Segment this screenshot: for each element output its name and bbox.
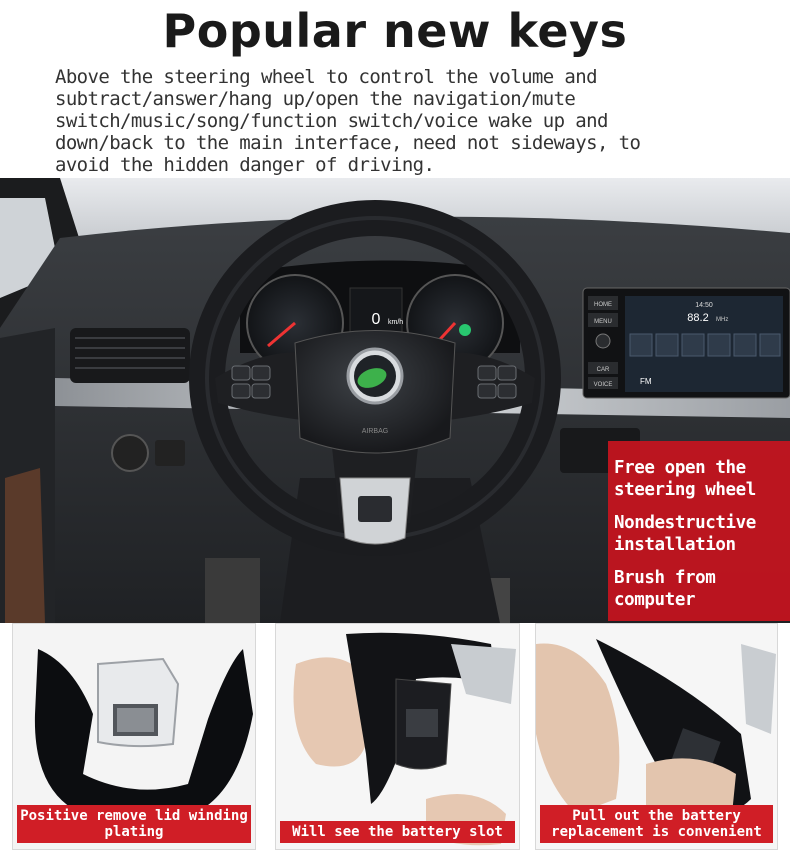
description-line: subtract/answer/hang up/open the navigation/mute xyxy=(55,88,576,110)
step-panel-1 xyxy=(12,623,256,850)
screen-clock: 14:50 xyxy=(695,302,713,309)
battery-slot-illustration xyxy=(276,624,520,850)
feature-item: Brush from computer xyxy=(614,568,716,610)
feature-callout xyxy=(608,441,790,621)
feature-item: Free open the steering wheel xyxy=(614,458,756,500)
car-interior-photo xyxy=(0,178,790,623)
step-panel-2 xyxy=(275,623,520,850)
step-caption: Pull out the battery replacement is convenient xyxy=(540,805,773,843)
speed-unit: km/h xyxy=(388,319,404,326)
menu-key-label: MENU xyxy=(594,319,612,325)
home-key-label: HOME xyxy=(594,302,612,308)
radio-band: FM xyxy=(640,377,652,386)
step-caption: Will see the battery slot xyxy=(280,821,515,843)
step-caption: Positive remove lid winding plating xyxy=(17,805,251,843)
speed-readout: 0 xyxy=(371,311,381,328)
car-key-label: CAR xyxy=(596,367,610,373)
voice-key-label: VOICE xyxy=(593,382,613,388)
airbag-label: AIRBAG xyxy=(361,428,389,435)
step-panel-3 xyxy=(535,623,778,850)
description-line: Above the steering wheel to control the volume and xyxy=(55,66,597,88)
feature-item: Nondestructive installation xyxy=(614,513,756,555)
page-title: Popular new keys xyxy=(162,4,628,58)
description-line: switch/music/song/function switch/voice wake up and xyxy=(55,110,608,132)
description xyxy=(55,66,775,176)
description-line: down/back to the main interface, need not sideways, to xyxy=(55,132,641,154)
radio-frequency: 88.2 xyxy=(687,312,709,324)
radio-unit: MHz xyxy=(716,317,729,323)
description-line: avoid the hidden danger of driving. xyxy=(55,154,435,176)
